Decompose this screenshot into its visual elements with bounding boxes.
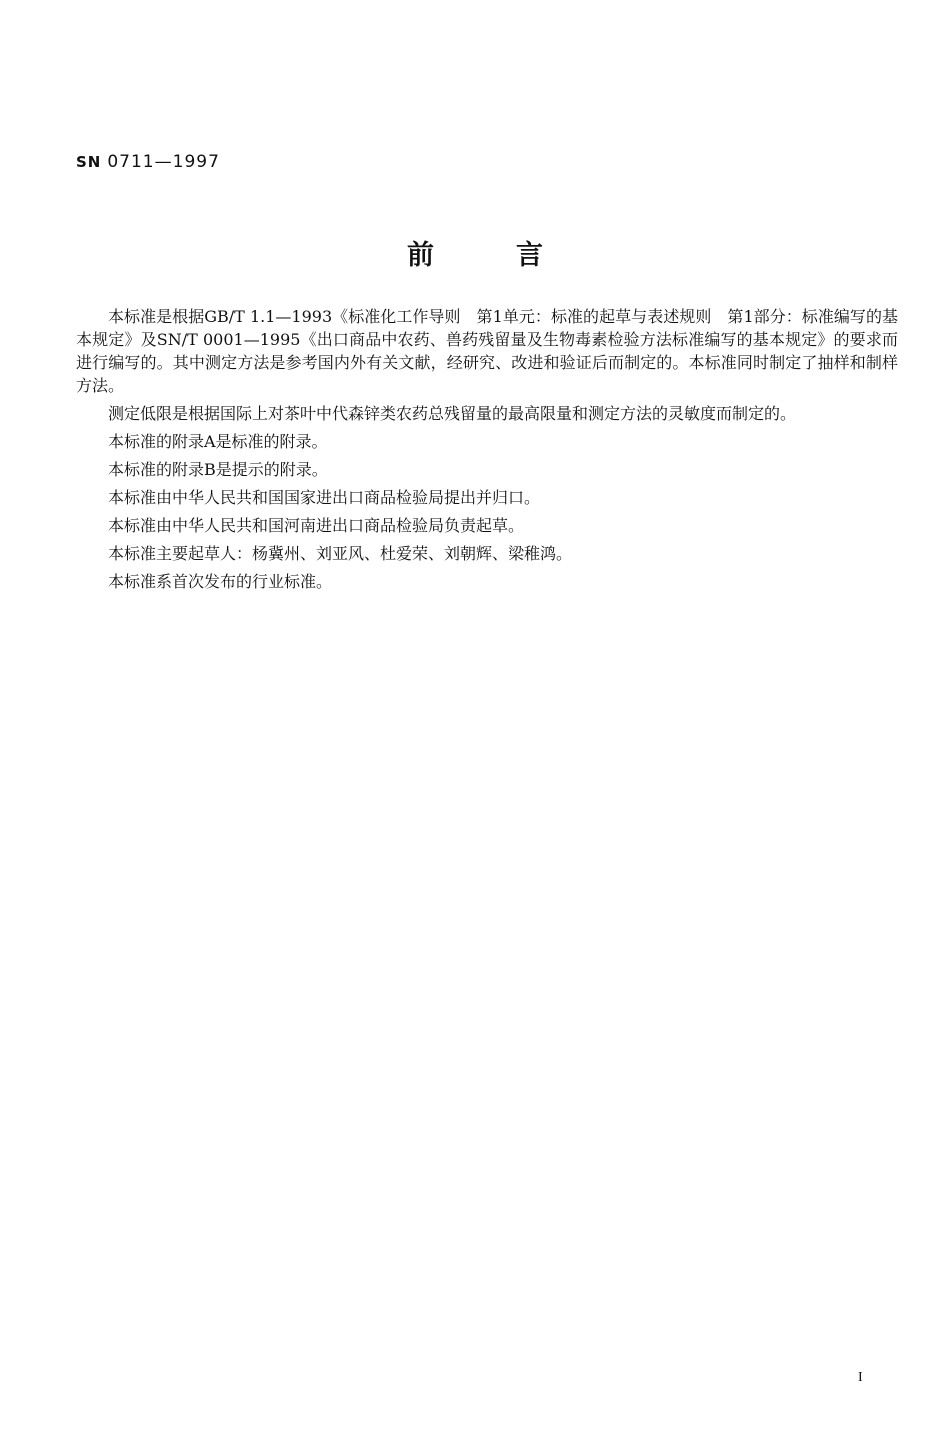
standard-code [76, 152, 220, 172]
page-title: 前言 [407, 240, 625, 271]
paragraph-proposer: 本标准由中华人民共和国国家进出口商品检验局提出并归口。 [108, 488, 541, 507]
paragraph-first-issue: 本标准系首次发布的行业标准。 [108, 572, 333, 591]
paragraph-drafters: 本标准主要起草人：杨冀州、刘亚风、杜爱荣、刘朝辉、梁稚鸿。 [108, 544, 573, 563]
standard-number: 0711—1997 [107, 152, 220, 172]
paragraph-appendix-a: 本标准的附录A是标准的附录。 [108, 432, 328, 451]
page-number: I [858, 1370, 863, 1385]
paragraph-appendix-b: 本标准的附录B是提示的附录。 [108, 460, 328, 479]
standard-prefix: SN [76, 153, 102, 171]
paragraph-detection-limit: 测定低限是根据国际上对茶叶中代森锌类农药总残留量的最高限量和测定方法的灵敏度而制定的。 [108, 404, 797, 423]
paragraph-basis: 本标准是根据GB/T 1.1—1993《标准化工作导则 第1单元：标准的起草与表述规则 第1部分：标准编写的基本规定》及SN/T 0001—1995《出口商品中农药、兽药残留量及生物毒素检验方法标准编写的基本规定》的要求而进行编写的。其中测定方法是参考国内外有关文献，经研究、改进和验证后而制定的。本标准同时制定了抽样和制样方法。 [76, 307, 898, 395]
foreword-body [76, 305, 898, 598]
paragraph-drafting-unit: 本标准由中华人民共和国河南进出口商品检验局负责起草。 [108, 516, 525, 535]
